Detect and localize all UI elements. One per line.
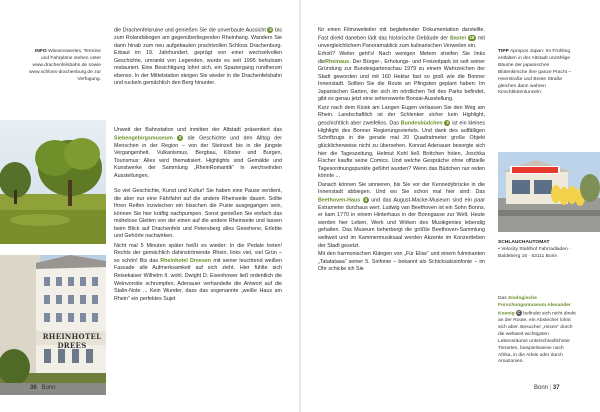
right-column <box>318 27 485 274</box>
buedchen-text: ist ein kleines Highlight des Bonner Regierungsviertels. Und dank des auffälligen Schriftzugs in die gerade mal 20 Quadratmeter große Objekt glücklicherweise nicht zu übersehen. Konrad Adenauer besorgte sich hier die Tageszeitung, Helmut Kohl ließ Brötchen holen, Joschka Fischer kaufte seine Comics. Und welche Gespräche ohne offizielle Tagesordnungspunkte geführt wurden? Wenn das Büdchen nur reden könnte ... <box>318 120 485 180</box>
info-box <box>28 49 101 84</box>
footer-left: 36 | Bonn <box>30 385 56 391</box>
dreesen-intro: Nicht mal 5 Minuten später heißt es wieder: In die Pedale treten! Rechts der gemächlich dahinströmende Rhein, links viel, viel Grün – so schön! Bis das <box>114 242 282 264</box>
zfmk-box <box>498 296 578 366</box>
info-label: INFO <box>35 49 47 54</box>
badge-16: 16 <box>469 34 475 40</box>
siebengebirge-text: die Geschichte und den Alltag der Menschen in der Region – von der Steinzeit bis in die jüngste Vergangenheit. Vulkanismus, Bergbau, Klöster und Burgen, Tourismus: Alles wird thematisiert. Highlights sind Gemälde und Kunstwerke der Sammlung „RheinRomantik“ in wechselnden Ausstellungen. <box>114 134 282 179</box>
rheinaue-link: Rheinaue <box>325 58 350 65</box>
book-spine <box>299 0 301 412</box>
tipp-label: TIPP <box>498 49 509 54</box>
bastei-intro: für einen Filmzweiteiler mit begleitender Dokumentation darstellte. Fast direkt daneben lädt das historische Gebäude der <box>318 27 485 41</box>
elise-paragraph: Mit den harmonischen Klängen von „Für Elise“ und einem fulminanten „Tatatataaa“ seiner 5. Sinfonie – bekannt als Schicksalssinfonie – im Ohr schicke ich Sie <box>318 251 485 273</box>
zfmk-name: Zoologische Forschungsmuseum Alexander Koenig <box>498 296 571 317</box>
page-number-right: 37 <box>552 385 560 391</box>
tipp-text: Apropos Japan: Im Frühling entfalten in der Altstadt unzählige Bäume der japanischen Blütenkirsche ihre ganze Pracht – Heerstraße und Breite Straße gleichen dann wahren Kirschblütentunneln. <box>498 49 572 96</box>
badge-4: 4 <box>364 196 367 202</box>
page-number-left: 36 <box>30 385 37 391</box>
meadow-photo <box>0 120 106 244</box>
beethoven-text: und das August-Macke-Museum sind ein paar Extrameter durchaus wert. Ludwig van Beethoven ist ein Sohn Bonns, er kam 1770 in einem Hinterhaus in der Bonngasse zur Welt. Heute werden hier Leben, Werk und Wirken des Musikgenies lebendig gehalten. Das Museum beherbergt die größte Beethoven-Sammlung weltweit und im Kammermusiksaal werden Akzente im Konzertleben der Stadt gesetzt. <box>318 197 485 249</box>
beethoven-haus-link: Beethoven-Haus <box>318 197 361 204</box>
col1-top-b: bis zum Rolandsbogen am gegenüberliegenden Rheinhang. Wandern Sie dann hinab zum neu aufgebauten prachtvollen Schloss Drachenburg. Erbaut im 19. Jahrhundert, geprägt von einer wechselvollen Geschichte, umrankt von Legenden, wurde es seit 1995 behutsam restauriert. Eine Besichtigung lohnt sich, ein Spaziergang rundherum ebenso. In der Mittelstation steigen Sie wieder in die Drachenfelsbahn und ruckeln gemächlich den Berg hinunter. <box>114 27 282 87</box>
zfmk-text: befindet sich nicht direkt an der Route, ein Abstecher lohnt sich aber. Besucher „reisen“ durch die weltweit wichtigsten Lebensräume unterschiedlichster Tierarten, beispielsweise nach Afrika, in die Arktis oder durch Amazonien. <box>498 311 576 365</box>
rheinaue-text: . Der Bürger-, Erholungs- und Freizeitpark ist seit seiner Gründung zur Bundesgartenschau 1979 zu einem Wahrzeichen der Stadt geworden und mit 160 Hektar fast so groß wie die Bonner Innenstadt. Sollten Sie die Route an Pfingsten geplant haben: Im Japanischen Garten, der sich im nördlichen Teil des Parks befindet, gibt es genau jetzt eine sehenswerte Bonsai-Ausstellung. <box>318 58 485 103</box>
zfmk-intro: Das <box>498 296 507 301</box>
schlauchautomat-text: • Velocity Stahlhof Fahrradladen · Baldeberg 16 · 53111 Bonn <box>498 246 571 259</box>
footer-right: Bonn | 37 <box>534 385 560 391</box>
footer-title-right: Bonn <box>534 385 549 391</box>
tipp-box <box>498 49 576 97</box>
hotel-sign: RHEINHOTEL DREES <box>42 332 102 350</box>
bastei-link: Bastei <box>449 34 467 41</box>
siebengebirgsmuseum-link: Siebengebirgsmuseum <box>114 134 173 141</box>
rheinhotel-dreesen-link: Rheinhotel Dreesen <box>160 257 212 264</box>
col1-top-a: die Drachenfelsruine und genießen Sie die unverbaute Aussicht <box>114 27 266 34</box>
footer-title-left: Bonn <box>41 385 56 391</box>
info-text: Wissenswertes, Termine und Fahrpläne stehen unter www.drachenfelsbahn.de sowie www.schloss-drachenburg.de zur Verfügung. <box>28 49 101 82</box>
badge-5: 5 <box>269 27 272 32</box>
bundesbuedchen-link: Bundesbüdchen <box>400 120 443 127</box>
buedchen-photo <box>498 152 600 232</box>
badge-3: 3 <box>446 119 449 125</box>
bastei-text: mit unvergleichlichem Panoramablick zum kulinarischen Verweilen ein. <box>318 34 485 49</box>
left-column-top <box>114 27 282 88</box>
beethoven-intro: Danach können Sie sinnieren, bis Sie vor der Kennedybrücke in die Innenstadt abbiegen. Und wo Sie schon mal hier sind: Das <box>318 181 485 196</box>
siebengebirge-intro: Unweit der Bahnstation und inmitten der Altstadt präsentiert das <box>114 127 282 133</box>
hotel-dreesen-photo <box>0 255 106 395</box>
buedchen-intro: Kurz nach dem Kiosk am Langen Eugen verlassen Sie den Weg am Rhein. Landschaftlich ist der Schlenker sicher kein Highlight, geschichtlich aber zweifellos. Das <box>318 104 485 127</box>
dreesen-text: mit seiner leuchtend weißen Fassade alle Aufmerksamkeit auf sich zieht. Hier fühlte sich Reisekaiser Wilhelm II. wohl, Dwight D. Eisenhower ließ ordentlich die Weinvorräte schrumpfen, Adenauer verhandelte die Antwort auf die Stalin-Note ... Kein Wunder, dass das sogenannte „weiße Haus am Rhein“ ein perfektes Sujet <box>114 257 282 302</box>
rheinaue-intro: Erholt? Weiter geht's! Nach wenigen Metern streifen Sie links die <box>318 51 485 65</box>
left-column-mid <box>114 127 282 180</box>
badge-2: 2 <box>178 134 182 140</box>
schlauchautomat-box <box>498 240 578 261</box>
ferry-paragraph: So viel Geschichte, Kunst und Kultur! Sie haben eine Pause verdient, die aber nur eine Fährfahrt auf die andere Rheinseite dauert. Sollte Ihren Reifen inzwischen ein bisschen die Puste ausgegangen sein, können Sie hier kräftig nachpumpen. Sonst genießen Sie einfach das mühelose Gleiten von der einen auf die andere Rheinseite und lassen beim Blick auf Drachenfels und Petersberg alles Gesehene, Erlebte und Gehörte nachwirken. <box>114 188 282 240</box>
left-column-bottom <box>114 188 282 303</box>
schlauchautomat-label: SCHLAUCHAUTOMAT <box>498 240 550 245</box>
badge-c: C <box>517 309 521 315</box>
